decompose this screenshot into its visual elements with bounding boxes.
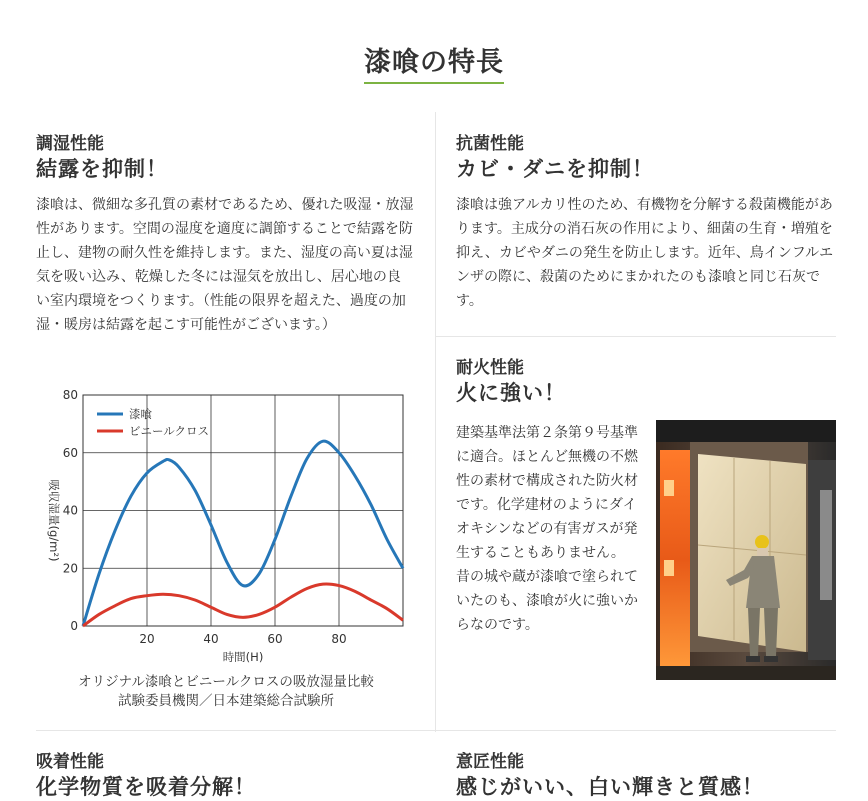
x-tick-label: 60: [267, 632, 283, 646]
section-label: 調湿性能: [36, 134, 104, 154]
legend-label-1: ビニールクロス: [129, 424, 210, 438]
y-tick-label: 40: [62, 503, 78, 518]
humidity-chart: [36, 380, 416, 670]
column-divider: [435, 112, 436, 732]
section-heading: 化学物質を吸着分解！: [36, 775, 256, 799]
fire-test-image: [656, 420, 836, 680]
section-design: [456, 751, 846, 801]
y-tick-label: 0: [70, 619, 78, 633]
fire-test-photo: [656, 420, 836, 680]
section-fire: [456, 357, 638, 637]
section-text: 漆喰は、微細な多孔質の素材であるため、優れた吸湿・放湿性があります。空間の湿度を適度に調節することで結露を防止し、建物の耐久性を維持します。また、湿度の高い夏は湿気を吸い込み、乾燥した冬には湿気を放出し、居心地の良い室内環境をつくります。（性能の限界を超えた、過度の加湿・暖房は結露を起こす可能性がございます。）: [36, 197, 414, 333]
chart-caption-line2: 試験委員機関／日本建築総合試験所: [118, 693, 334, 709]
section-heading: 感じがいい、白い輝きと質感！: [456, 775, 764, 799]
x-tick-label: 40: [203, 632, 219, 646]
row-divider: [36, 730, 836, 731]
section-label: 抗菌性能: [456, 134, 524, 154]
y-axis-label: 吸収湿量(g/m²): [47, 479, 61, 562]
section-label: 耐火性能: [456, 358, 524, 378]
chart-caption: [36, 673, 416, 711]
x-axis-label: 時間(H): [222, 650, 264, 664]
y-tick-label: 60: [62, 445, 78, 460]
section-label: 吸着性能: [36, 752, 104, 772]
x-tick-label: 80: [331, 632, 347, 646]
section-humidity: [36, 133, 414, 337]
x-tick-label: 20: [139, 632, 155, 646]
section-heading: カビ・ダニを抑制！: [456, 157, 654, 181]
series-line-1: [83, 584, 403, 626]
section-text: 建築基準法第２条第９号基準に適合。ほとんど無機の不燃性の素材で構成された防火材です。化学建材のようにダイオキシンなどの有害ガスが発生することもありません。昔の城や蔵が漆喰で塗られていたのも、漆喰が火に強いからなのです。: [456, 425, 638, 633]
section-text: 漆喰は強アルカリ性のため、有機物を分解する殺菌機能があります。主成分の消石灰の作用により、細菌の生育・増殖を抑え、カビやダニの発生を防止します。近年、鳥インフルエンザの際に、殺菌のためにまかれたのも漆喰と同じ石灰です。: [456, 197, 834, 309]
page-title-wrap: [0, 40, 868, 84]
y-tick-label: 80: [62, 388, 78, 402]
legend-label-0: 漆喰: [129, 407, 152, 421]
section-adsorption: [36, 751, 414, 801]
humidity-chart-svg: [36, 380, 416, 670]
section-heading: 火に強い！: [456, 381, 566, 405]
section-heading: 結露を抑制！: [36, 157, 168, 181]
y-tick-label: 20: [62, 561, 78, 576]
section-label: 意匠性能: [456, 752, 524, 772]
row-divider-right: [436, 336, 836, 337]
chart-caption-line1: オリジナル漆喰とビニールクロスの吸放湿量比較: [78, 674, 374, 690]
page-title: 漆喰の特長: [364, 40, 504, 84]
section-antibacterial: [456, 133, 834, 313]
